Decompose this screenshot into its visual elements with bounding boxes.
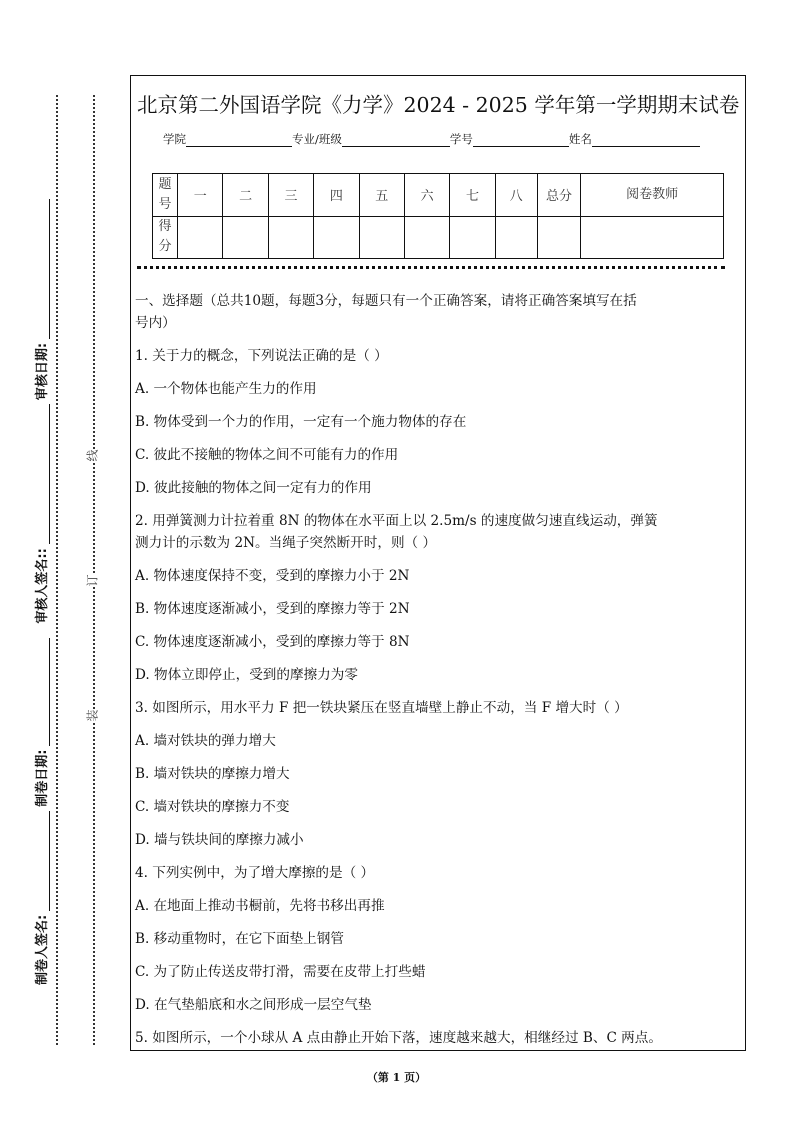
answer-option: D. 墙与铁块间的摩擦力减小 (135, 832, 304, 848)
answer-option: B. 移动重物时，在它下面垫上钢管 (135, 931, 344, 947)
student-info (163, 131, 700, 147)
text-line: 号内） (135, 315, 176, 331)
header-cell: 阅卷教师 (581, 174, 724, 217)
college-field[interactable] (186, 132, 292, 147)
score-cell[interactable] (495, 216, 537, 259)
header-cell: 题号 (153, 174, 178, 217)
name-field[interactable] (592, 132, 700, 147)
answer-option: D. 在气垫船底和水之间形成一层空气垫 (135, 997, 372, 1013)
answer-option: C. 彼此不接触的物体之间不可能有力的作用 (135, 447, 399, 463)
reviewer-signature-label: 审核人签名:: (35, 548, 50, 624)
score-cell[interactable] (314, 216, 359, 259)
answer-option: C. 为了防止传送皮带打滑，需要在皮带上打些蜡 (135, 964, 426, 980)
text-line: 2. 用弹簧测力计拉着重 8N 的物体在水平面上以 2.5m/s 的速度做匀速直线运动，弹簧 (135, 513, 658, 529)
maker-date-field[interactable] (35, 638, 50, 746)
id-label: 学号 (449, 132, 473, 146)
page-number: （第 1 页） (366, 1071, 427, 1084)
score-cell[interactable] (450, 216, 495, 259)
questions (135, 290, 745, 1060)
answer-option: C. 物体速度逐渐减小，受到的摩擦力等于 8N (135, 634, 410, 650)
answer-option: A. 物体速度保持不变，受到的摩擦力小于 2N (135, 568, 410, 584)
header-cell: 五 (359, 174, 404, 217)
question-stem: 5. 如图所示，一个小球从 A 点由静止开始下落，速度越来越大，相继经过 B、C 两点。 (135, 1030, 662, 1046)
section-heading (135, 290, 745, 334)
major-label: 专业/班级 (292, 132, 342, 146)
question-stem: 3. 如图所示，用水平力 F 把一铁块紧压在竖直墙壁上静止不动，当 F 增大时（ ） (135, 700, 628, 716)
review-date-label: 审核日期: (35, 342, 50, 401)
id-field[interactable] (473, 132, 569, 147)
major-field[interactable] (342, 132, 450, 147)
maker-signature-label: 制卷人签名: (35, 914, 50, 985)
score-cell[interactable] (537, 216, 581, 259)
header-cell: 一 (178, 174, 223, 217)
question-stem: 1. 关于力的概念，下列说法正确的是（ ） (135, 348, 388, 364)
text-line: 一、选择题（总共10题，每题3分，每题只有一个正确答案，请将正确答案填写在括 (135, 293, 637, 309)
text-line: 测力计的示数为 2N。当绳子突然断开时，则（ ） (135, 535, 437, 551)
binding-char: 装 (85, 709, 100, 722)
score-cell[interactable] (581, 216, 724, 259)
margin-signatures (30, 95, 50, 1045)
score-cell[interactable] (268, 216, 313, 259)
college-label: 学院 (163, 132, 186, 146)
name-label: 姓名 (568, 132, 592, 146)
header-cell: 八 (495, 174, 537, 217)
score-row-label: 得分 (153, 216, 178, 259)
maker-date-label: 制卷日期: (35, 749, 50, 807)
header-cell: 二 (223, 174, 268, 217)
reviewer-signature-field[interactable] (35, 404, 50, 544)
score-cell[interactable] (404, 216, 449, 259)
maker-signature-field[interactable] (35, 811, 50, 911)
binding-char: 订 (85, 574, 100, 587)
answer-option: A. 在地面上推动书橱前，先将书移出再推 (135, 898, 385, 914)
review-date-field[interactable] (35, 199, 50, 339)
answer-option: B. 墙对铁块的摩擦力增大 (135, 766, 290, 782)
header-cell: 四 (314, 174, 359, 217)
question-stem: 4. 下列实例中，为了增大摩擦的是（ ） (135, 865, 375, 881)
question-stem (135, 510, 745, 554)
outer-cut-line (56, 95, 58, 1045)
score-cell[interactable] (359, 216, 404, 259)
answer-option: A. 一个物体也能产生力的作用 (135, 381, 317, 397)
header-cell: 六 (404, 174, 449, 217)
binding-line (93, 95, 95, 1045)
score-table (152, 173, 724, 259)
divider (137, 266, 725, 269)
answer-option: A. 墙对铁块的弹力增大 (135, 733, 276, 749)
header-cell: 总分 (537, 174, 581, 217)
header-cell: 七 (450, 174, 495, 217)
score-cell[interactable] (178, 216, 223, 259)
binding-char: 线 (85, 449, 100, 462)
header-cell: 三 (268, 174, 313, 217)
answer-option: B. 物体受到一个力的作用，一定有一个施力物体的存在 (135, 414, 467, 430)
answer-option: B. 物体速度逐渐减小，受到的摩擦力等于 2N (135, 601, 410, 617)
answer-option: D. 彼此接触的物体之间一定有力的作用 (135, 480, 372, 496)
answer-option: C. 墙对铁块的摩擦力不变 (135, 799, 290, 815)
answer-option: D. 物体立即停止，受到的摩擦力为零 (135, 667, 358, 683)
score-cell[interactable] (223, 216, 268, 259)
page-title: 北京第二外国语学院《力学》2024 - 2025 学年第一学期期末试卷 (137, 93, 740, 117)
